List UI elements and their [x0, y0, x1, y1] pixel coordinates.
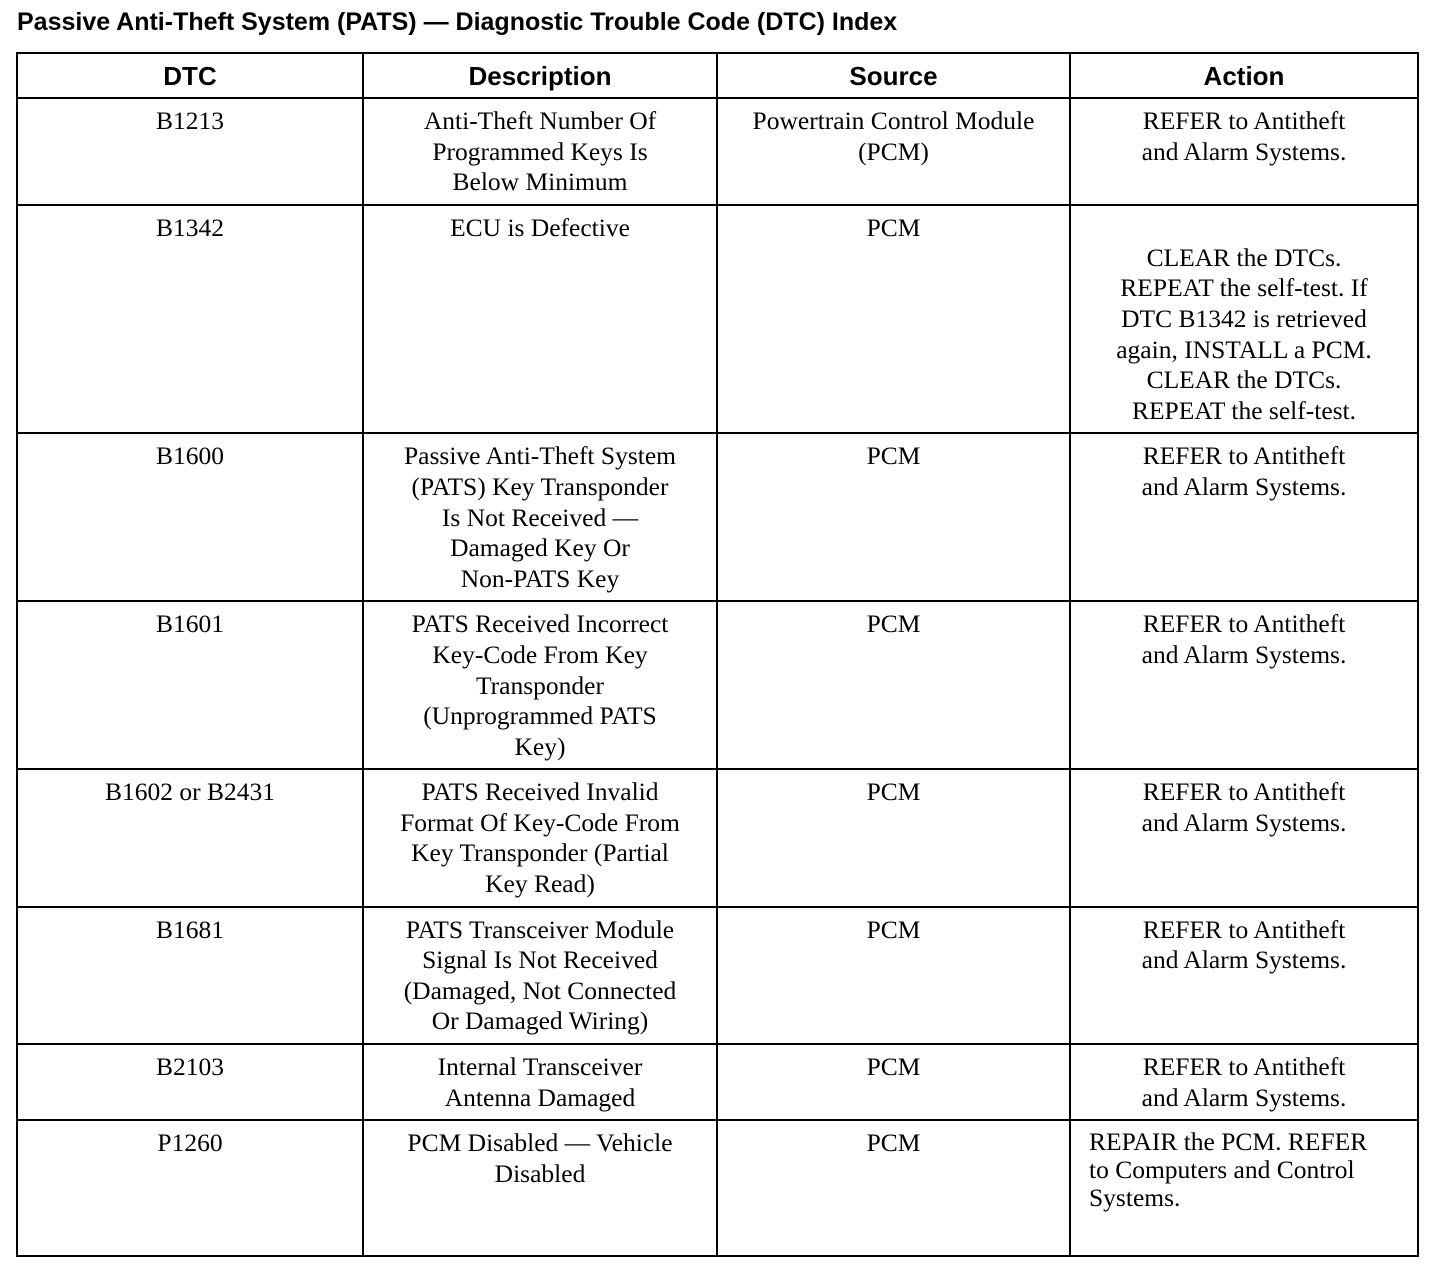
description-line: Or Damaged Wiring) [431, 1006, 649, 1036]
description-line: Key Read) [485, 869, 595, 899]
action-line: REFER to Antitheft [1142, 1052, 1346, 1082]
description-line: Format Of Key-Code From [400, 807, 680, 837]
description-line: Signal Is Not Received [422, 945, 658, 975]
table-header-row [17, 53, 1418, 98]
description-line: Key-Code From Key [432, 639, 648, 669]
description-line: Key) [514, 731, 566, 761]
description-line: Disabled [494, 1158, 586, 1188]
description-cell [363, 601, 717, 769]
dtc-cell [17, 98, 363, 205]
description-line: Is Not Received — [441, 502, 639, 532]
dtc-code: B1681 [155, 914, 224, 944]
description-cell [363, 205, 717, 434]
dtc-cell [17, 1120, 363, 1256]
action-line: and Alarm Systems. [1141, 136, 1347, 166]
source-line: PCM [866, 441, 921, 471]
table-row [17, 601, 1418, 769]
source-line: PCM [866, 914, 921, 944]
description-line: (Damaged, Not Connected [403, 975, 677, 1005]
dtc-cell [17, 205, 363, 434]
description-line: Transponder [476, 670, 604, 700]
description-line: Key Transponder (Partial [411, 838, 669, 868]
source-cell [717, 433, 1070, 601]
description-line: PATS Received Incorrect [411, 609, 669, 639]
source-line: PCM [866, 1128, 921, 1158]
action-line: and Alarm Systems. [1141, 471, 1347, 501]
source-cell [717, 1044, 1070, 1120]
dtc-code: B1342 [155, 212, 224, 242]
source-cell [717, 769, 1070, 906]
dtc-cell [17, 769, 363, 906]
page-title: Passive Anti-Theft System (PATS) — Diagnostic Trouble Code (DTC) Index [17, 8, 898, 36]
action-cell [1070, 601, 1418, 769]
action-line: REFER to Antitheft [1142, 777, 1346, 807]
dtc-code: B1600 [155, 441, 224, 471]
dtc-code: B1601 [155, 609, 224, 639]
table-row [17, 1044, 1418, 1120]
column-header-action: Action [1070, 53, 1418, 98]
action-line: REPEAT the self-test. [1131, 395, 1357, 425]
action-line: REPEAT the self-test. If [1120, 273, 1368, 303]
action-line: and Alarm Systems. [1141, 1082, 1347, 1112]
source-line: PCM [866, 609, 921, 639]
action-line: and Alarm Systems. [1141, 807, 1347, 837]
description-line: Damaged Key Or [450, 533, 630, 563]
description-line: Below Minimum [452, 167, 628, 197]
action-line: CLEAR the DTCs. [1146, 365, 1342, 395]
action-line: and Alarm Systems. [1141, 639, 1347, 669]
action-line: REFER to Antitheft [1142, 914, 1346, 944]
action-line: DTC B1342 is retrieved [1121, 303, 1367, 333]
action-cell [1070, 98, 1418, 205]
description-cell [363, 1120, 717, 1256]
description-line: (PATS) Key Transponder [411, 471, 669, 501]
dtc-cell [17, 1044, 363, 1120]
action-cell [1070, 433, 1418, 601]
action-line: REPAIR the PCM. REFER [1089, 1127, 1368, 1157]
action-line: REFER to Antitheft [1142, 106, 1346, 135]
description-cell [363, 769, 717, 906]
action-line: and Alarm Systems. [1141, 945, 1347, 975]
action-cell [1070, 1044, 1418, 1120]
table-row [17, 769, 1418, 906]
action-cell [1070, 205, 1418, 434]
source-line: PCM [866, 777, 921, 807]
column-header-description: Description [363, 53, 717, 98]
source-line: PCM [866, 212, 921, 242]
action-cell [1070, 1120, 1418, 1256]
description-line: Antenna Damaged [444, 1082, 636, 1112]
dtc-code: B1213 [155, 106, 224, 135]
action-line: to Computers and Control [1089, 1155, 1355, 1185]
source-cell [717, 1120, 1070, 1256]
description-line: Anti-Theft Number Of [423, 106, 657, 135]
description-line: PATS Transceiver Module [405, 914, 675, 944]
dtc-cell [17, 601, 363, 769]
source-line: (PCM) [858, 136, 929, 166]
column-header-dtc: DTC [17, 53, 363, 98]
action-cell [1070, 907, 1418, 1044]
table-row [17, 433, 1418, 601]
description-line: Passive Anti-Theft System [404, 441, 676, 471]
source-line: Powertrain Control Module [752, 106, 1035, 135]
description-cell [363, 1044, 717, 1120]
action-line: again, INSTALL a PCM. [1116, 334, 1372, 364]
description-line: (Unprogrammed PATS [423, 701, 657, 731]
dtc-code: B2103 [155, 1052, 224, 1082]
dtc-cell [17, 907, 363, 1044]
source-line: PCM [866, 1052, 921, 1082]
source-cell [717, 907, 1070, 1044]
action-line: REFER to Antitheft [1142, 609, 1346, 639]
table-row [17, 907, 1418, 1044]
source-cell [717, 601, 1070, 769]
description-line: Internal Transceiver [437, 1052, 643, 1082]
action-cell [1070, 769, 1418, 906]
description-line: PATS Received Invalid [421, 777, 659, 807]
action-line: REFER to Antitheft [1142, 441, 1346, 471]
dtc-code: P1260 [157, 1128, 223, 1158]
source-cell [717, 205, 1070, 434]
dtc-cell [17, 433, 363, 601]
description-cell [363, 907, 717, 1044]
action-line: CLEAR the DTCs. [1146, 242, 1342, 272]
description-line: PCM Disabled — Vehicle [407, 1128, 673, 1158]
description-line: ECU is Defective [450, 212, 630, 242]
table-row [17, 98, 1418, 205]
source-cell [717, 98, 1070, 205]
action-line: Systems. [1089, 1183, 1181, 1213]
dtc-index-table [16, 52, 1419, 1257]
column-header-source: Source [717, 53, 1070, 98]
description-line: Non-PATS Key [460, 563, 620, 593]
table-row [17, 1120, 1418, 1256]
description-cell [363, 433, 717, 601]
dtc-code: B1602 or B2431 [104, 777, 275, 807]
table-row [17, 205, 1418, 434]
description-line: Programmed Keys Is [432, 136, 648, 166]
description-cell [363, 98, 717, 205]
